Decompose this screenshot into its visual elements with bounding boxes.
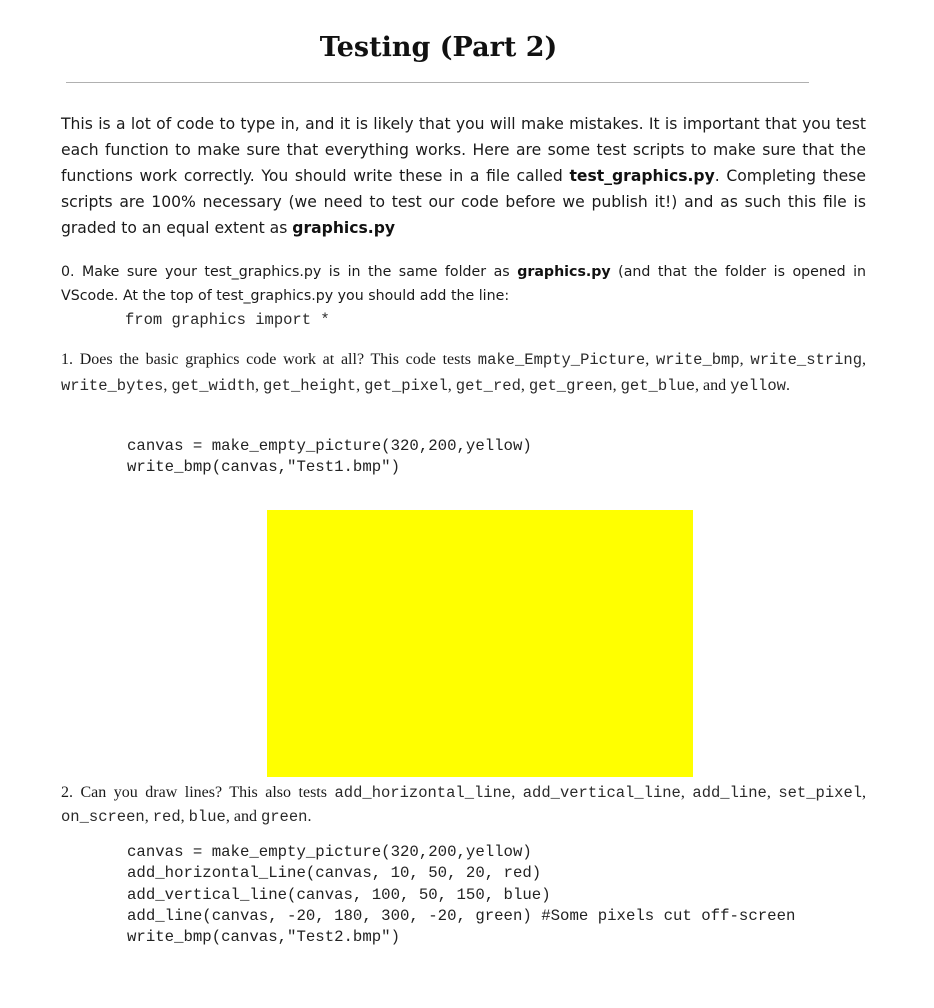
fn-name: get_red [455,377,521,395]
import-line: from graphics import * [125,311,330,329]
code-block-2 [127,842,795,948]
fn-name: on_screen [61,808,145,826]
separator: , [739,351,751,368]
step-2 [61,781,866,829]
code-line: canvas = make_empty_picture(320,200,yellow) [127,437,532,455]
fn-name: add_vertical_line [522,784,681,802]
fn-name: yellow [730,377,786,395]
fn-name: add_horizontal_line [334,784,512,802]
fn-name: get_height [263,377,357,395]
yellow-canvas-preview [267,510,693,777]
test-file-name: test_graphics.py [569,167,715,185]
fn-name: get_blue [620,377,696,395]
title-divider [66,82,809,83]
separator: , [144,808,153,825]
step2-text-and: , and [225,808,261,825]
fn-name: set_pixel [778,784,863,802]
intro-text: This is a lot of code to type in, and it is likely that you will make mistakes. It is important that you test each function to make sure that everything works. Here are some test scripts to make sure that the functions work correctly. You should write these in a file called [61,115,866,185]
separator: , [511,784,523,801]
separator: , [862,351,867,368]
code-line: canvas = make_empty_picture(320,200,yellow) [127,843,532,861]
intro-paragraph [61,111,866,241]
separator: , [447,377,456,394]
step1-text-end: . [785,377,790,394]
step0-text-cont: (and that the folder is opened in VScode. At the top of test_graphics.py you should add the line: [61,264,867,304]
fn-name: green [260,808,308,826]
code-line: write_bmp(canvas,"Test2.bmp") [127,928,401,947]
intro-text-cont: . Completing these scripts are 100% necessary (we need to test our code before we publish it!) and as such this file is graded to an equal extent as [61,167,866,237]
fn-name: write_string [750,351,863,369]
step0-file: graphics.py [517,264,611,280]
step0-text: 0. Make sure your test_graphics.py is in the same folder as [61,264,518,280]
step-0 [61,260,866,332]
fn-name: write_bytes [61,377,164,395]
separator: , [862,784,867,801]
fn-name: get_width [171,377,256,395]
step2-text-end: . [307,808,312,825]
step1-text-and: , and [695,377,731,394]
fn-name: write_bmp [655,351,740,369]
page-title: Testing (Part 2) [319,32,558,63]
code-block-1 [127,436,532,479]
code-line: add_line(canvas, -20, 180, 300, -20, green) #Some pixels cut off-screen [127,906,796,925]
separator: , [766,784,779,801]
separator: , [520,377,529,394]
code-line: write_bmp(canvas,"Test1.bmp") [127,458,401,477]
code-line: add_vertical_line(canvas, 100, 50, 150, blue) [127,885,551,904]
fn-name: get_pixel [364,377,448,395]
fn-name: get_green [528,377,613,395]
fn-name: blue [188,808,226,826]
separator: , [255,377,264,394]
fn-name: add_line [692,784,767,802]
step2-text: 2. Can you draw lines? This also tests [61,784,335,801]
graphics-file-name: graphics.py [292,219,396,237]
separator: , [612,377,621,394]
separator: , [680,784,693,801]
code-line: add_horizontal_Line(canvas, 10, 50, 20, red) [127,864,542,883]
separator: , [163,377,172,394]
fn-name: make_Empty_Picture [477,351,646,369]
step1-text: 1. Does the basic graphics code work at all? This code tests [61,351,478,368]
step-1 [61,347,866,399]
separator: , [356,377,365,394]
fn-name: red [152,808,181,826]
separator: , [645,351,656,368]
separator: , [180,808,189,825]
